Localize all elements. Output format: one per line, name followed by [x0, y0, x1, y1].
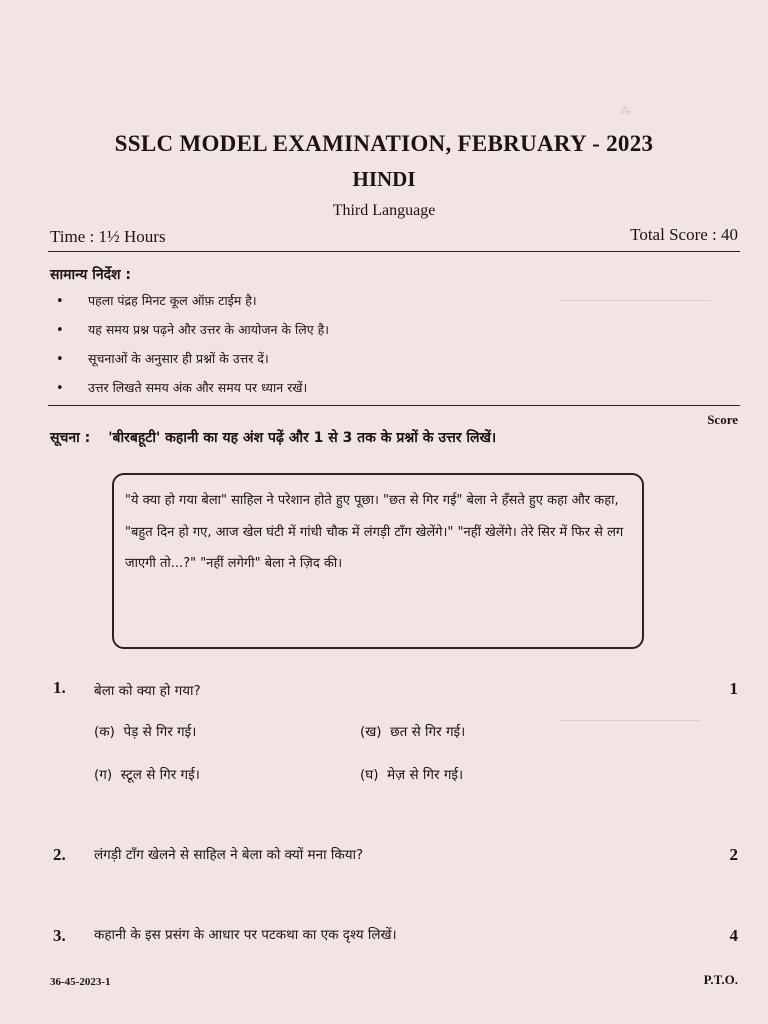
question-1-number: 1.	[53, 678, 66, 697]
question-1-option-ga: (ग) स्टूल से गिर गई।	[94, 767, 200, 783]
bleed-through-line	[560, 300, 710, 302]
question-3-number: 3.	[53, 926, 66, 945]
question-1-option-ka: (क) पेड़ से गिर गई।	[94, 724, 197, 740]
question-2-number: 2.	[53, 845, 66, 864]
question-1-text: बेला को क्या हो गया?	[94, 683, 201, 699]
instructions-list	[52, 292, 329, 408]
notice-text: 'बीरबहूटी' कहानी का यह अंश पढ़ें और 1 से 3 तक के प्रश्नों के उत्तर लिखें।	[108, 430, 497, 446]
total-score: Total Score : 40	[630, 225, 738, 244]
exam-language: Third Language	[332, 202, 436, 219]
please-turn-over: P.T.O.	[703, 972, 738, 987]
passage-box: "ये क्या हो गया बेला" साहिल ने परेशान होते हुए पूछा। "छत से गिर गई" बेला ने हँसते हुए कहा और कहा, "बहुत दिन हो गए, आज खेल घंटी में गांधी चौक में लंगड़ी टाँग खेलेंगे।" "नहीं खेलेंगे। तेरे सिर में फिर से लग जाएगी तो...?" "नहीं लगेगी" बेला ने ज़िद की।	[112, 473, 644, 649]
instruction-item: • उत्तर लिखते समय अंक और समय पर ध्यान रखें।	[56, 380, 308, 396]
paper-code: 36-45-2023-1	[50, 976, 111, 988]
question-3-score: 4	[729, 926, 738, 945]
instruction-item: • पहला पंद्रह मिनट कूल ऑफ़ टाईम है।	[56, 293, 257, 309]
instruction-item: • सूचनाओं के अनुसार ही प्रश्नों के उत्तर दें।	[56, 351, 269, 367]
instructions-heading: सामान्य निर्देश :	[50, 267, 132, 283]
exam-time: Time : 1½ Hours	[50, 227, 166, 246]
question-1-option-gha: (घ) मेज़ से गिर गई।	[360, 767, 464, 783]
header-divider	[48, 251, 740, 252]
bleed-through-line	[560, 720, 700, 722]
bullet-icon: •	[56, 352, 64, 367]
exam-subject: HINDI	[352, 167, 416, 191]
bleed-through-mark: ⁂	[620, 104, 631, 117]
instruction-item: • यह समय प्रश्न पढ़ने और उत्तर के आयोजन के लिए है।	[56, 322, 329, 338]
question-1-option-kha: (ख) छत से गिर गई।	[360, 724, 466, 740]
question-3-text: कहानी के इस प्रसंग के आधार पर पटकथा का एक दृश्य लिखें।	[94, 927, 397, 943]
question-2-score: 2	[729, 845, 738, 864]
question-1-score: 1	[729, 679, 738, 698]
bullet-icon: •	[56, 381, 64, 396]
exam-title: SSLC MODEL EXAMINATION, FEBRUARY - 2023	[114, 131, 654, 156]
instructions-divider	[48, 405, 740, 406]
bullet-icon: •	[56, 323, 64, 338]
bullet-icon: •	[56, 294, 64, 309]
notice	[50, 428, 496, 447]
question-2-text: लंगड़ी टाँग खेलने से साहिल ने बेला को क्यों मना किया?	[94, 847, 364, 863]
score-column-label: Score	[707, 412, 738, 427]
notice-label: सूचना :	[50, 430, 91, 446]
